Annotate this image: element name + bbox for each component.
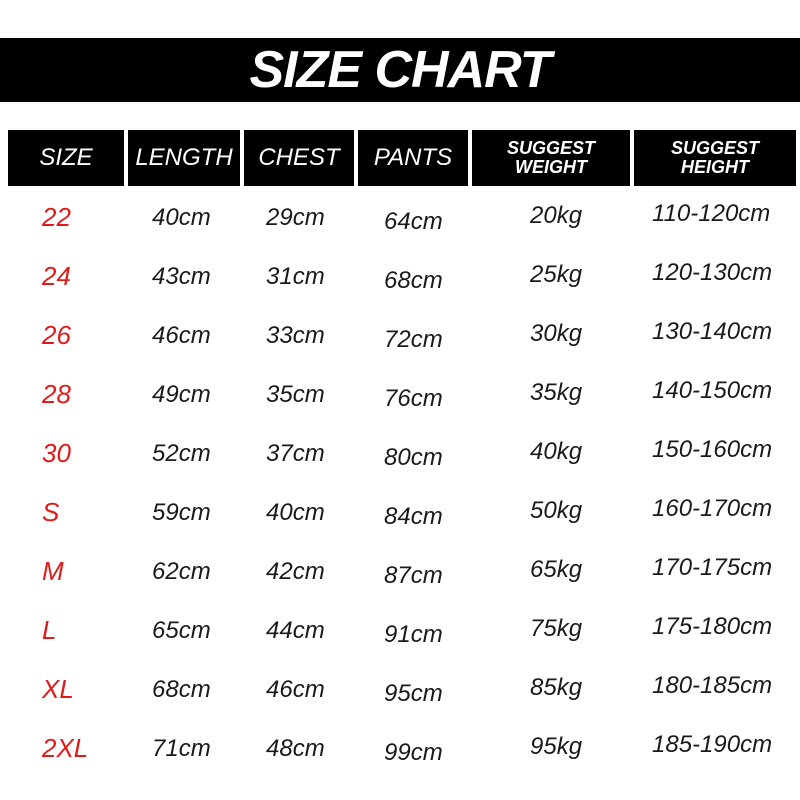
length-value: 43cm	[152, 262, 211, 290]
weight-value: 75kg	[530, 614, 583, 642]
height-value: 120-130cm	[652, 258, 773, 286]
chest-value: 31cm	[266, 262, 325, 290]
pants-value: 72cm	[384, 325, 443, 353]
weight-value: 95kg	[530, 732, 583, 760]
weight-value: 85kg	[530, 673, 583, 701]
size-value: 28	[42, 379, 71, 409]
length-value: 59cm	[152, 498, 211, 526]
chest-value: 42cm	[266, 557, 325, 585]
table-row	[0, 542, 800, 601]
table-row	[0, 365, 800, 424]
chest-value: 37cm	[266, 439, 325, 467]
height-value: 110-120cm	[652, 199, 771, 227]
pants-value: 84cm	[384, 502, 443, 530]
chest-value: 40cm	[266, 498, 325, 526]
pants-value: 95cm	[384, 679, 443, 707]
table-row	[0, 719, 800, 778]
length-value: 46cm	[152, 321, 211, 349]
chest-value: 48cm	[266, 734, 325, 762]
header-chest: CHEST	[244, 130, 354, 186]
height-value: 140-150cm	[652, 376, 773, 404]
height-value: 180-185cm	[652, 671, 773, 699]
weight-value: 65kg	[530, 555, 583, 583]
table-row	[0, 601, 800, 660]
pants-value: 99cm	[384, 738, 443, 766]
length-value: 52cm	[152, 439, 211, 467]
chest-value: 44cm	[266, 616, 325, 644]
height-value: 175-180cm	[652, 612, 773, 640]
size-table-body	[0, 188, 800, 778]
pants-value: 64cm	[384, 207, 443, 235]
size-value: S	[42, 497, 60, 527]
title-bar	[0, 38, 800, 102]
size-value: L	[42, 615, 57, 645]
weight-value: 40kg	[530, 437, 583, 465]
table-header-row	[0, 130, 800, 186]
table-row	[0, 660, 800, 719]
table-row	[0, 306, 800, 365]
pants-value: 76cm	[384, 384, 443, 412]
table-row	[0, 188, 800, 247]
length-value: 62cm	[152, 557, 211, 585]
weight-value: 20kg	[530, 201, 583, 229]
pants-value: 80cm	[384, 443, 443, 471]
size-value: 30	[42, 438, 71, 468]
height-value: 150-160cm	[652, 435, 773, 463]
chest-value: 33cm	[266, 321, 325, 349]
table-row	[0, 247, 800, 306]
length-value: 40cm	[152, 203, 211, 231]
page-title: SIZE CHART	[249, 41, 551, 99]
height-value: 130-140cm	[652, 317, 773, 345]
length-value: 71cm	[152, 734, 211, 762]
pants-value: 68cm	[384, 266, 443, 294]
table-row	[0, 483, 800, 542]
size-value: M	[42, 556, 64, 586]
pants-value: 87cm	[384, 561, 443, 589]
height-value: 160-170cm	[652, 494, 773, 522]
size-value: XL	[42, 674, 74, 704]
size-value: 24	[42, 261, 71, 291]
height-value: 170-175cm	[652, 553, 773, 581]
weight-value: 35kg	[530, 378, 583, 406]
header-suggest-height: SUGGEST HEIGHT	[634, 130, 796, 186]
chest-value: 35cm	[266, 380, 325, 408]
chest-value: 29cm	[266, 203, 325, 231]
height-value: 185-190cm	[652, 730, 773, 758]
pants-value: 91cm	[384, 620, 443, 648]
size-value: 26	[42, 320, 71, 350]
weight-value: 50kg	[530, 496, 583, 524]
chest-value: 46cm	[266, 675, 325, 703]
header-length: LENGTH	[128, 130, 240, 186]
size-value: 22	[42, 202, 71, 232]
table-row	[0, 424, 800, 483]
length-value: 49cm	[152, 380, 211, 408]
header-size: SIZE	[8, 130, 124, 186]
header-suggest-weight: SUGGEST WEIGHT	[472, 130, 630, 186]
weight-value: 25kg	[530, 260, 583, 288]
length-value: 68cm	[152, 675, 211, 703]
size-value: 2XL	[42, 733, 89, 763]
length-value: 65cm	[152, 616, 211, 644]
weight-value: 30kg	[530, 319, 583, 347]
header-pants: PANTS	[358, 130, 468, 186]
